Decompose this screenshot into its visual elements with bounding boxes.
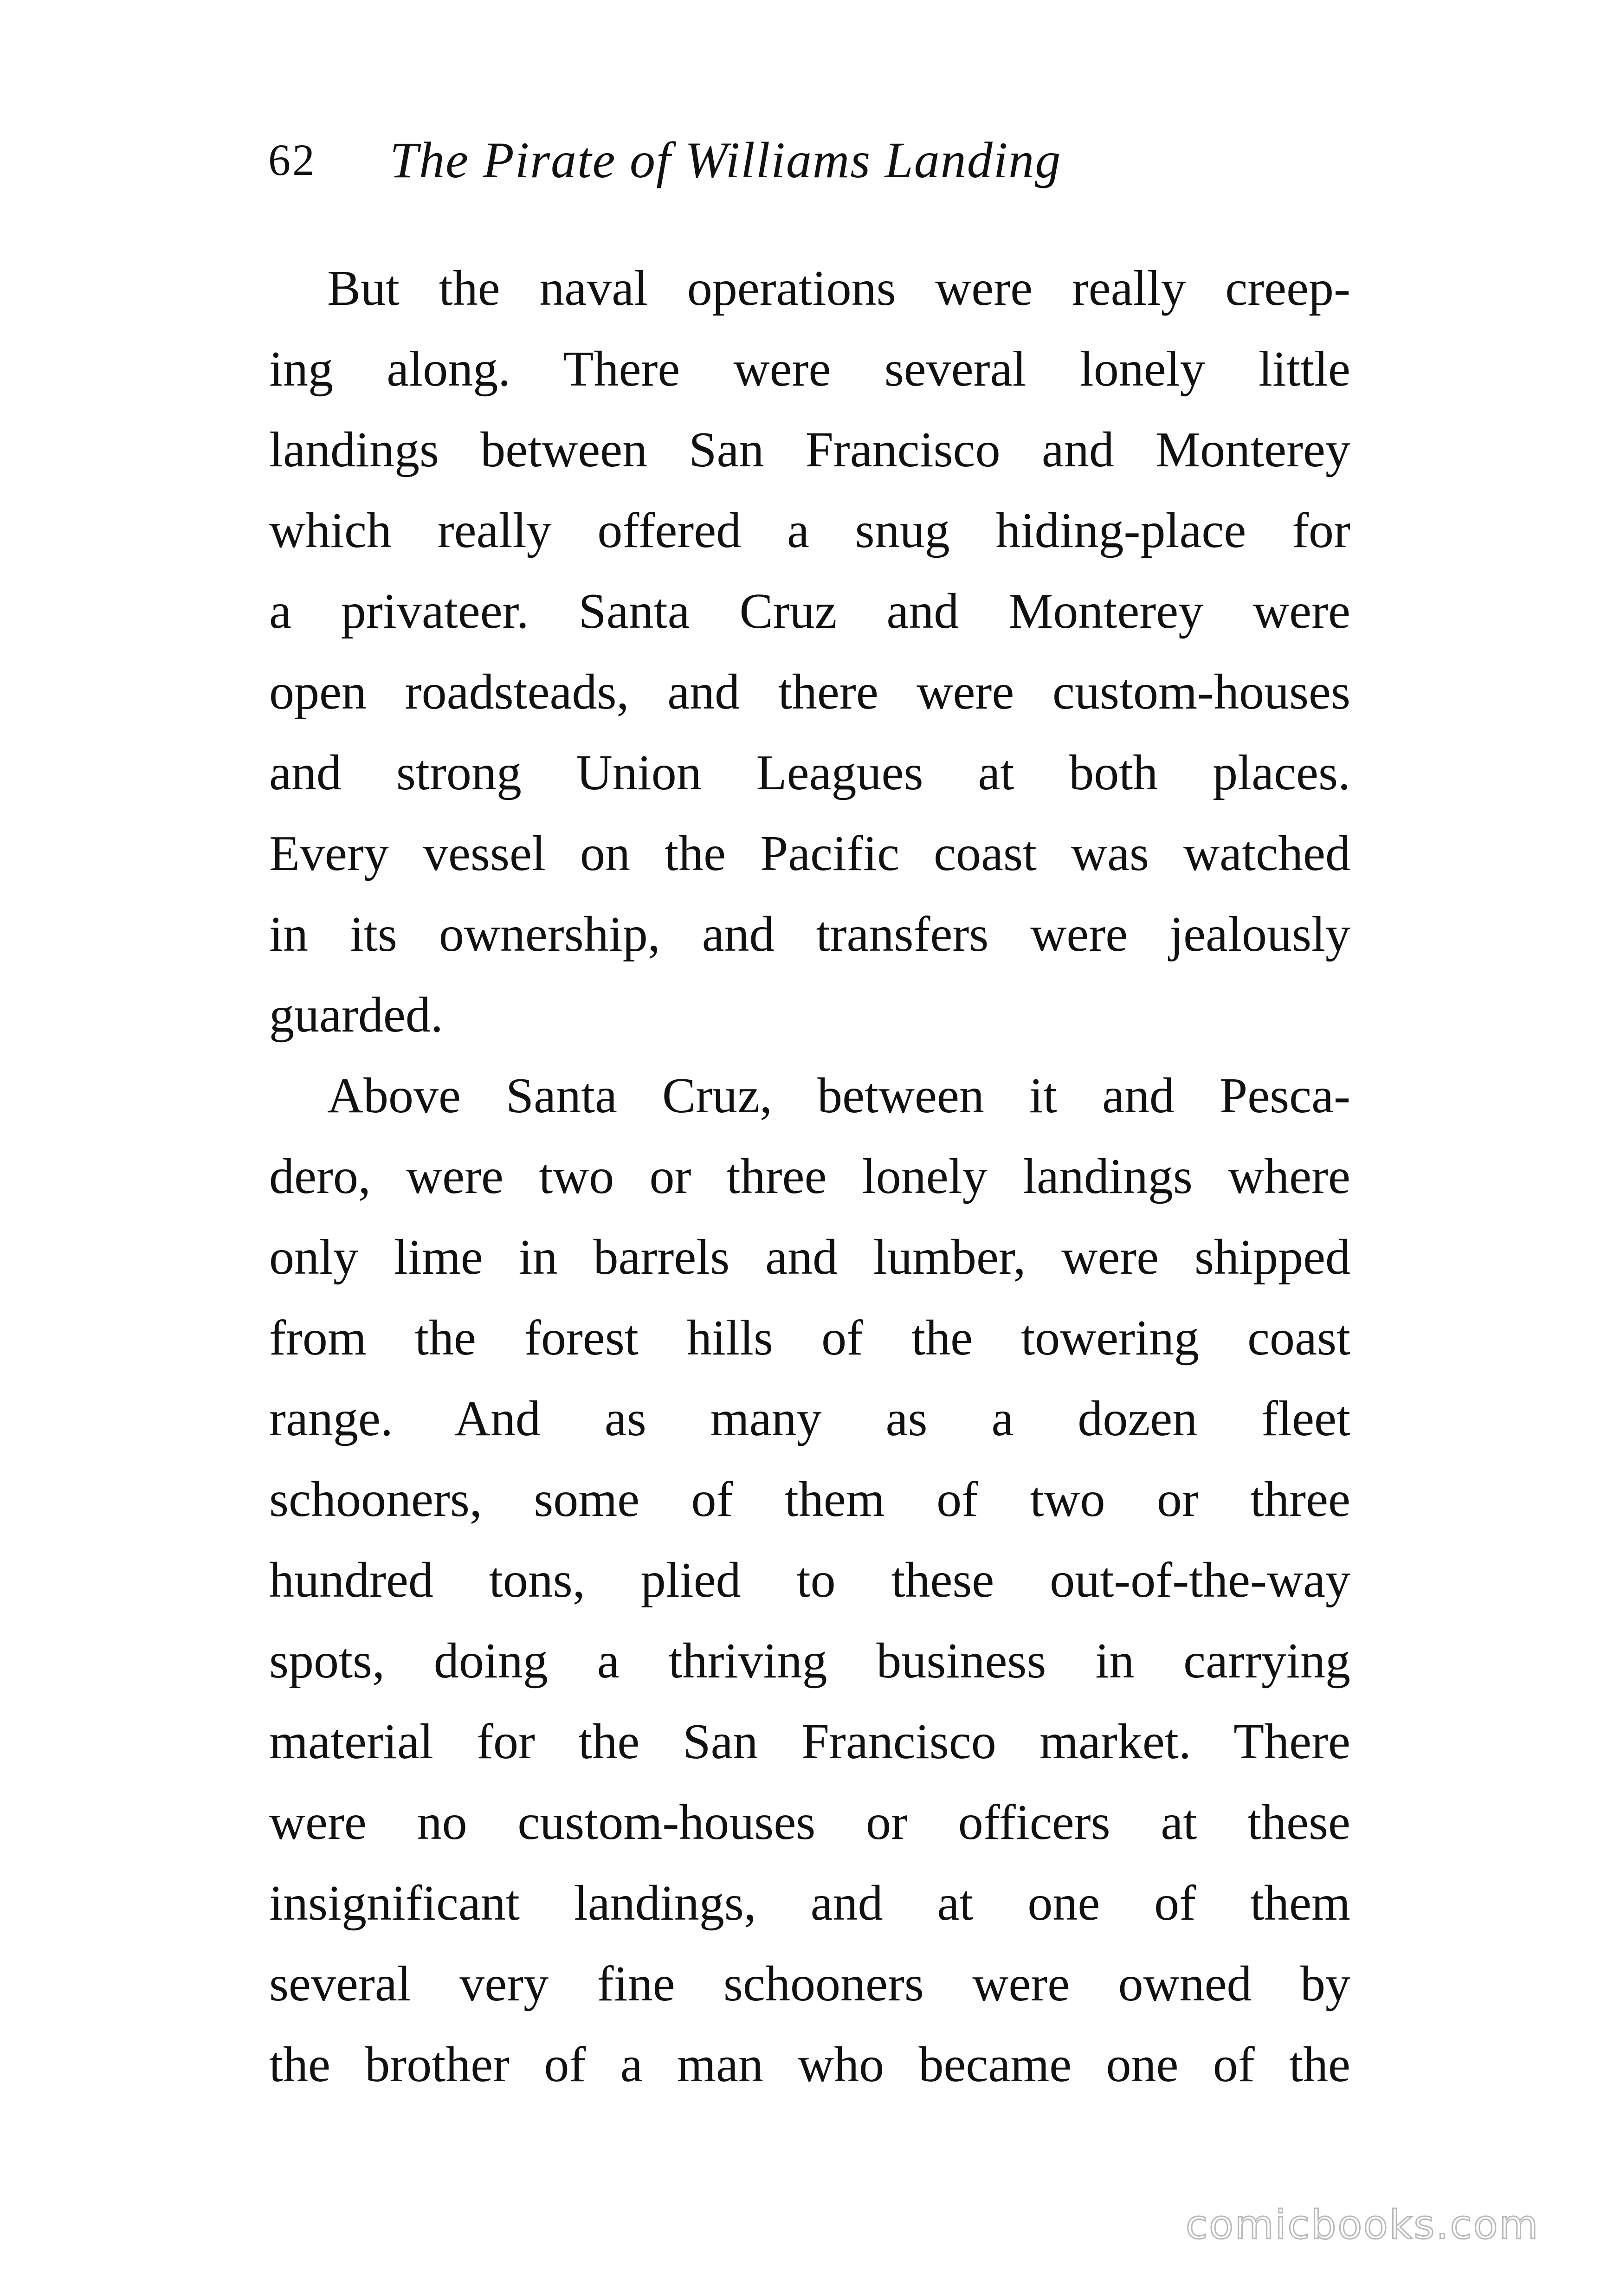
- running-title: The Pirate of Williams Landing: [390, 132, 1062, 188]
- text-line: range. And as many as a dozen fleet: [269, 1391, 1350, 1446]
- body-text: [269, 248, 1350, 2105]
- text-line: only lime in barrels and lumber, were shipped: [269, 1230, 1350, 1285]
- text-line: open roadsteads, and there were custom-houses: [269, 664, 1350, 720]
- paragraph-2: [269, 1056, 1350, 2105]
- text-line: insignificant landings, and at one of them: [269, 1876, 1350, 1931]
- watermark: comicbooks.com: [1186, 2202, 1540, 2248]
- text-line: from the forest hills of the towering coast: [269, 1310, 1350, 1366]
- paragraph-1: [269, 248, 1350, 1056]
- page-number: 62: [268, 135, 316, 185]
- text-line: which really offered a snug hiding-place for: [269, 503, 1350, 558]
- text-line: spots, doing a thriving business in carrying: [269, 1633, 1350, 1689]
- text-line: a privateer. Santa Cruz and Monterey were: [269, 584, 1350, 639]
- text-line: guarded.: [269, 987, 443, 1043]
- text-line: dero, were two or three lonely landings where: [269, 1149, 1350, 1204]
- page-header: [268, 132, 1336, 202]
- text-line: But the naval operations were really creep-: [327, 261, 1350, 316]
- text-line: Every vessel on the Pacific coast was watched: [269, 826, 1350, 881]
- text-line: the brother of a man who became one of the: [269, 2037, 1350, 2092]
- text-line: in its ownership, and transfers were jealously: [269, 907, 1350, 962]
- text-line: ing along. There were several lonely little: [269, 342, 1350, 397]
- text-line: landings between San Francisco and Monterey: [269, 422, 1350, 477]
- text-line: hundred tons, plied to these out-of-the-way: [269, 1553, 1350, 1608]
- text-line: several very fine schooners were owned by: [269, 1956, 1350, 2012]
- text-line: schooners, some of them of two or three: [269, 1472, 1350, 1527]
- text-line: and strong Union Leagues at both places.: [269, 745, 1350, 800]
- text-line: were no custom-houses or officers at these: [269, 1795, 1350, 1850]
- text-line: material for the San Francisco market. There: [269, 1714, 1350, 1769]
- text-line: Above Santa Cruz, between it and Pesca-: [327, 1068, 1350, 1123]
